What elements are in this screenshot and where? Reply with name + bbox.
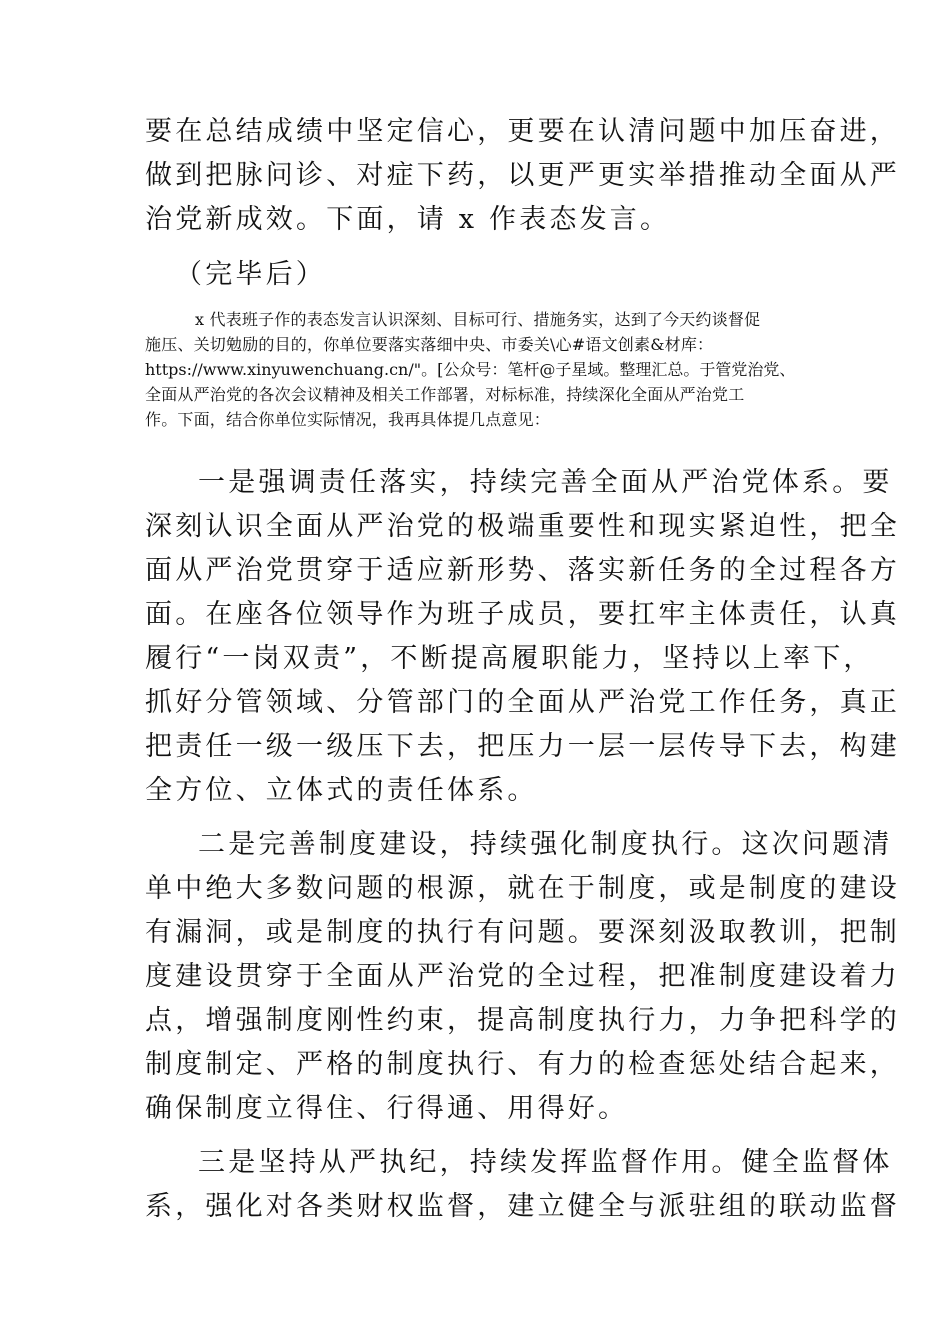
point1-line: 深刻认识全面从严治党的极端重要性和现实紧迫性，把全 [145,511,900,542]
point1-line: 一是强调责任落实，持续完善全面从严治党体系。要 [198,467,893,498]
point2-line: 确保制度立得住、行得通、用得好。 [145,1093,629,1124]
note-line: 作。下面，结合你单位实际情况，我再具体提几点意见： [145,410,551,429]
note-line: https://www.xinyuwenchuang.cn/"。[公众号：笔杆@子星域。整理汇总。于管党治党、 [145,360,796,379]
point2-line: 单中绝大多数问题的根源，就在于制度，或是制度的建设 [145,873,900,904]
intro-line: 治党新成效。下面，请 x 作表态发言。 [145,204,671,235]
point1-line: 把责任一级一级压下去，把压力一层一层传导下去，构建 [145,731,900,762]
after-label: （完毕后） [175,259,326,290]
point3-line: 三是坚持从严执纪，持续发挥监督作用。健全监督体 [198,1147,893,1178]
point1-line: 全方位、立体式的责任体系。 [145,775,538,806]
note-line: x 代表班子作的表态发言认识深刻、目标可行、措施务实，达到了今天约谈督促 [195,310,761,329]
point1-line: 履行“一岗双责”，不断提高履职能力，坚持以上率下， [145,643,874,674]
point1-line: 面从严治党贯穿于适应新形势、落实新任务的全过程各方 [145,555,900,586]
intro-line: 做到把脉问诊、对症下药，以更严更实举措推动全面从严 [145,160,900,191]
point2-line: 有漏洞，或是制度的执行有问题。要深刻汲取教训，把制 [145,917,900,948]
point2-line: 点，增强制度刚性约束，提高制度执行力，力争把科学的 [145,1005,900,1036]
note-line: 全面从严治党的各次会议精神及相关工作部署，对标标准，持续深化全面从严治党工 [145,385,745,404]
point2-line: 制度制定、严格的制度执行、有力的检查惩处结合起来， [145,1049,900,1080]
point1-line: 面。在座各位领导作为班子成员，要扛牢主体责任，认真 [145,599,900,630]
point3-line: 系，强化对各类财权监督，建立健全与派驻组的联动监督 [145,1191,900,1222]
point2-line: 二是完善制度建设，持续强化制度执行。这次问题清 [198,829,893,860]
point2-line: 度建设贯穿于全面从严治党的全过程，把准制度建设着力 [145,961,900,992]
intro-line: 要在总结成绩中坚定信心，更要在认清问题中加压奋进， [145,116,900,147]
note-line: 施压、关切勉励的目的，你单位要落实落细中央、市委关\心#语文创素&材库： [145,335,714,354]
point1-line: 抓好分管领域、分管部门的全面从严治党工作任务，真正 [145,687,900,718]
